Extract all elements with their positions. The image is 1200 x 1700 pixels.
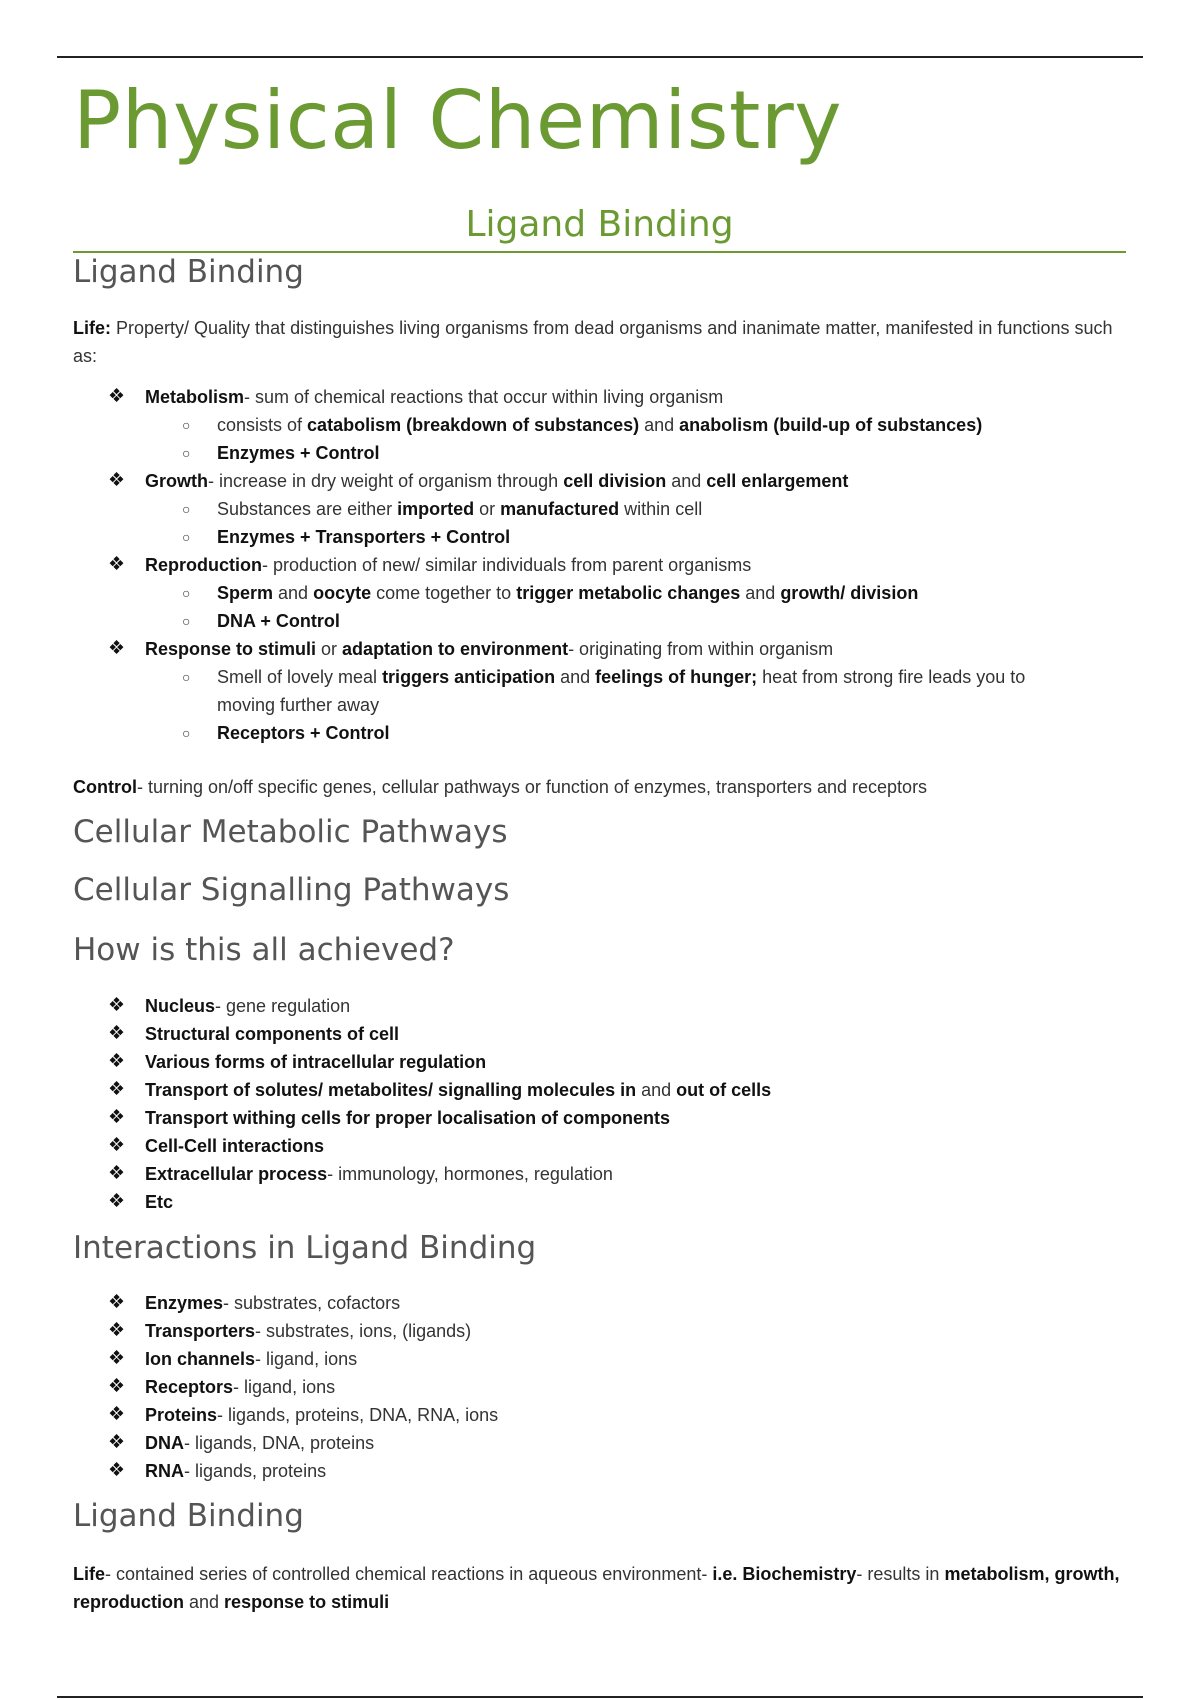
section-heading-ligand-binding: Ligand Binding — [73, 254, 304, 290]
control-definition: Control- turning on/off specific genes, cellular pathways or function of enzymes, transporters and receptors — [73, 777, 928, 797]
list-item-growth: ❖ Growth- increase in dry weight of organism through cell division and cell enlargement — [0, 467, 1200, 495]
section-heading-metabolic-pathways: Cellular Metabolic Pathways — [73, 814, 508, 850]
diamond-bullet-icon: ❖ — [108, 470, 126, 491]
document-title: Physical Chemistry — [73, 74, 843, 167]
diamond-bullet-icon: ❖ — [108, 638, 126, 659]
list-item-response: ❖ Response to stimuli or adaptation to environment- originating from within organism — [0, 635, 1200, 663]
section-heading-interactions: Interactions in Ligand Binding — [73, 1230, 537, 1266]
circle-bullet-icon: ○ — [182, 501, 191, 517]
list-item-reproduction: ❖ Reproduction- production of new/ similar individuals from parent organisms — [0, 551, 1200, 579]
diamond-bullet-icon: ❖ — [108, 1135, 126, 1156]
list-item: ❖ Transport of solutes/ metabolites/ signalling molecules in and out of cells — [0, 1076, 1200, 1104]
sub-item-enzymes-transporters-control: ○ Enzymes + Transporters + Control — [0, 523, 1077, 551]
document-subtitle: Ligand Binding — [465, 204, 734, 245]
diamond-bullet-icon: ❖ — [108, 554, 126, 575]
list-item: ❖ Transport withing cells for proper localisation of components — [0, 1104, 1200, 1132]
diamond-bullet-icon: ❖ — [108, 1191, 126, 1212]
life-label: Life: — [73, 318, 111, 338]
list-item: ❖ RNA- ligands, proteins — [0, 1457, 1200, 1485]
diamond-bullet-icon: ❖ — [108, 1023, 126, 1044]
sub-item-substances: ○ Substances are either imported or manufactured within cell — [0, 495, 1077, 523]
circle-bullet-icon: ○ — [182, 613, 191, 629]
diamond-bullet-icon: ❖ — [108, 1107, 126, 1128]
life-definition: Life: Property/ Quality that distinguishes living organisms from dead organisms and inanimate matter, manifested in functions such as: — [73, 318, 1113, 366]
life-biochemistry-definition: Life- contained series of controlled chemical reactions in aqueous environment- i.e. Biochemistry- results in metabolism, growth, reproduction and response to stimuli — [73, 1564, 1120, 1612]
diamond-bullet-icon: ❖ — [108, 1432, 126, 1453]
circle-bullet-icon: ○ — [182, 445, 191, 461]
section-heading-signalling-pathways: Cellular Signalling Pathways — [73, 872, 510, 908]
list-item-metabolism: ❖ Metabolism- sum of chemical reactions that occur within living organism — [0, 383, 1200, 411]
sub-item-smell-meal: ○ Smell of lovely meal triggers anticipation and feelings of hunger; heat from strong fire leads you to moving further away — [0, 663, 1077, 719]
list-item: ❖ Structural components of cell — [0, 1020, 1200, 1048]
section-heading-how-achieved: How is this all achieved? — [73, 932, 455, 968]
list-item: ❖ Enzymes- substrates, cofactors — [0, 1289, 1200, 1317]
functions-list — [0, 383, 1200, 747]
diamond-bullet-icon: ❖ — [108, 995, 126, 1016]
diamond-bullet-icon: ❖ — [108, 1376, 126, 1397]
diamond-bullet-icon: ❖ — [108, 1079, 126, 1100]
list-item: ❖ Various forms of intracellular regulation — [0, 1048, 1200, 1076]
sub-item-sperm-oocyte: ○ Sperm and oocyte come together to trigger metabolic changes and growth/ division — [0, 579, 1077, 607]
diamond-bullet-icon: ❖ — [108, 1163, 126, 1184]
list-item: ❖ Etc — [0, 1188, 1200, 1216]
list-item: ❖ DNA- ligands, DNA, proteins — [0, 1429, 1200, 1457]
diamond-bullet-icon: ❖ — [108, 1051, 126, 1072]
list-item: ❖ Receptors- ligand, ions — [0, 1373, 1200, 1401]
list-item: ❖ Proteins- ligands, proteins, DNA, RNA, ions — [0, 1401, 1200, 1429]
diamond-bullet-icon: ❖ — [108, 1348, 126, 1369]
sub-item-dna-control: ○ DNA + Control — [0, 607, 1077, 635]
circle-bullet-icon: ○ — [182, 417, 191, 433]
list-item: ❖ Extracellular process- immunology, hormones, regulation — [0, 1160, 1200, 1188]
circle-bullet-icon: ○ — [182, 669, 191, 685]
interactions-list — [0, 1289, 1200, 1485]
diamond-bullet-icon: ❖ — [108, 1404, 126, 1425]
list-item: ❖ Transporters- substrates, ions, (ligands) — [0, 1317, 1200, 1345]
circle-bullet-icon: ○ — [182, 725, 191, 741]
bottom-rule — [57, 1696, 1143, 1698]
sub-item-receptors-control: ○ Receptors + Control — [0, 719, 1077, 747]
sub-item-enzymes-control: ○ Enzymes + Control — [0, 439, 1077, 467]
circle-bullet-icon: ○ — [182, 585, 191, 601]
circle-bullet-icon: ○ — [182, 529, 191, 545]
diamond-bullet-icon: ❖ — [108, 1460, 126, 1481]
diamond-bullet-icon: ❖ — [108, 386, 126, 407]
list-item: ❖ Cell-Cell interactions — [0, 1132, 1200, 1160]
diamond-bullet-icon: ❖ — [108, 1292, 126, 1313]
section-heading-ligand-binding-2: Ligand Binding — [73, 1498, 304, 1534]
top-rule — [57, 56, 1143, 58]
list-item: ❖ Ion channels- ligand, ions — [0, 1345, 1200, 1373]
list-item: ❖ Nucleus- gene regulation — [0, 992, 1200, 1020]
diamond-bullet-icon: ❖ — [108, 1320, 126, 1341]
achieved-list — [0, 992, 1200, 1216]
sub-item-catabolism-anabolism: ○ consists of catabolism (breakdown of substances) and anabolism (build-up of substances) — [0, 411, 1077, 439]
